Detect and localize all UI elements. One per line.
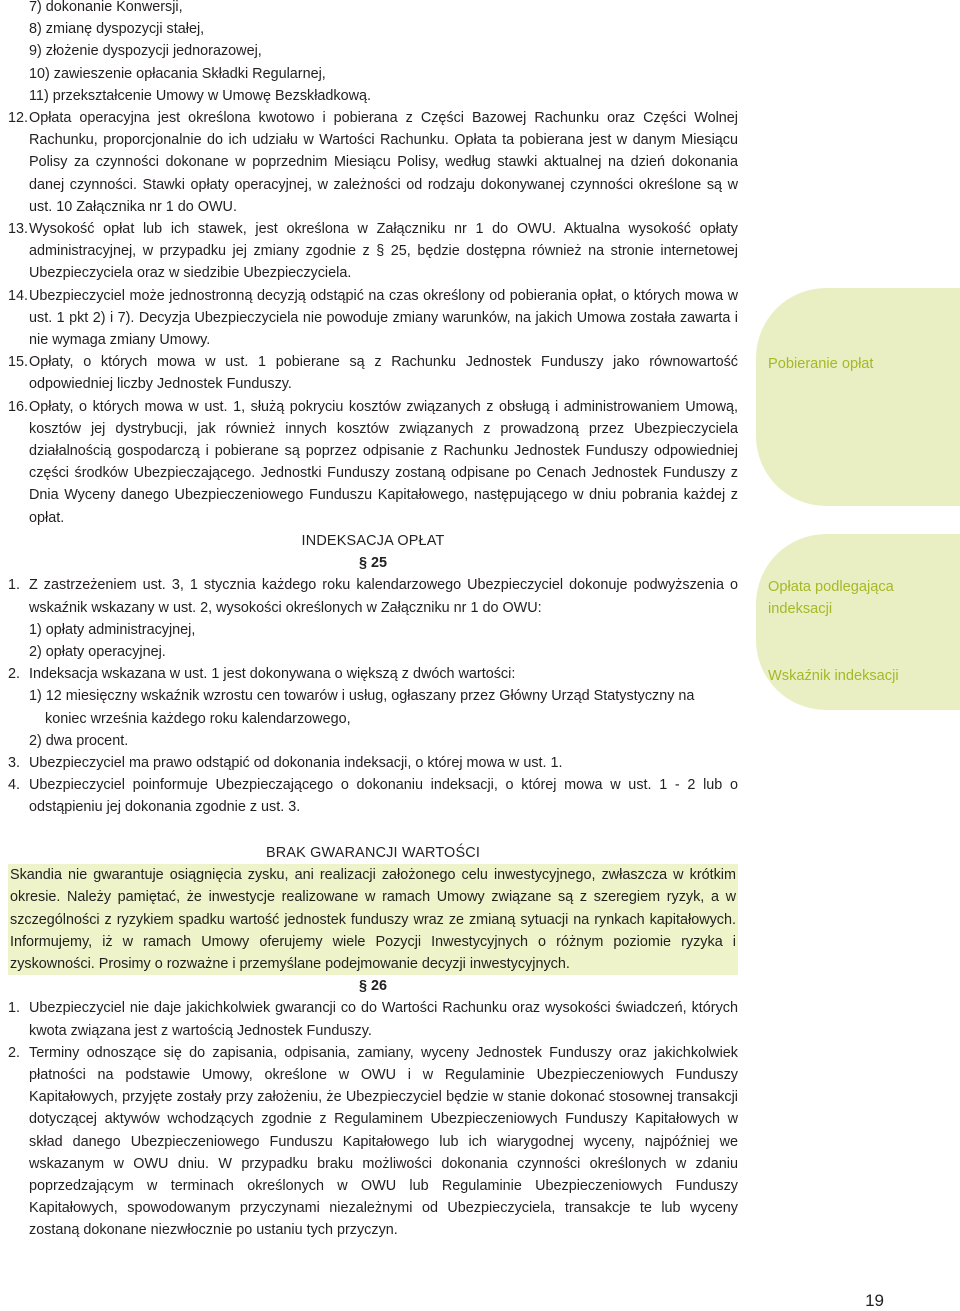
sidebar-highlight-1 (756, 288, 960, 506)
sidebar-label-indexed-fee: Opłata podlegająca indeksacji (768, 579, 894, 617)
list-item: 10) zawieszenie opłacania Składki Regularnej, (29, 65, 326, 82)
numbered-item (8, 574, 738, 618)
numbered-item (8, 285, 738, 352)
section-26 (8, 842, 738, 1242)
list-item: 8) zmianę dyspozycji stałej, (29, 21, 205, 38)
list-item: 1) opłaty administracyjnej, (29, 621, 196, 638)
sidebar-label-fee-collection: Pobieranie opłat (768, 356, 874, 372)
item-number: 13. (8, 221, 29, 238)
list-item: 11) przekształcenie Umowy w Umowę Bezskładkową. (29, 87, 372, 104)
item-number: 1. (8, 577, 21, 594)
item-text: Opłaty, o których mowa w ust. 1, służą pokryciu kosztów związanych z obsługą i administrowaniem Umową, kosztów jej dystrybucji, jak również innych kosztów związanych z prowadzoną przez Ubezpieczyciela działalnością gospodarczą i pobierane są poprzez odpisanie z Rachunku Jednostek Funduszy odpowiedniej części środków Ubezpieczającego. Jednostki Funduszy zostaną odpisane po Cenach Jednostek Funduszy z Dnia Wyceny danego Ubezpieczeniowego Funduszu Kapitałowego, następującego w dniu pobrania każdej z opłat. (29, 398, 738, 526)
item-text: Ubezpieczyciel może jednostronną decyzją odstąpić na czas określony od pobierania opłat, o których mowa w ust. 1 pkt 2) i 7). Decyzja Ubezpieczyciela nie powoduje zmiany warunków, na jakich Umowa została zawarta i nie wymaga zmiany Umowy. (29, 287, 738, 349)
fees-section (8, 0, 738, 529)
numbered-item (8, 218, 738, 285)
list-item: 9) złożenie dyspozycji jednorazowej, (29, 43, 262, 60)
list-item: 2) dwa procent. (29, 732, 129, 749)
section-25 (8, 530, 738, 819)
item-text: Ubezpieczyciel poinformuje Ubezpieczającego o dokonaniu indeksacji, o której mowa w ust. 1 - 2 lub o odstąpieniu jej dokonania zgodnie z ust. 3. (29, 777, 738, 816)
item-number: 16. (8, 398, 29, 415)
numbered-item (8, 774, 738, 818)
section-heading: INDEKSACJA OPŁAT (301, 533, 445, 549)
item-text: Terminy odnoszące się do zapisania, odpisania, zamiany, wyceny Jednostek Funduszy oraz jakichkolwiek płatności na podstawie Umowy, określone w OWU i w Regulaminie Ubezpieczeniowych Funduszy Kapitałowych, przyjęte zostały przy założeniu, że Ubezpieczyciel będzie w stanie dokonać stosownej transakcji dotyczącej aktywów wchodzących zgodnie z Regulaminem Ubezpieczeniowych Funduszy Kapitałowych w skład danego Ubezpieczeniowego Funduszu Kapitałowego lub ich wiarygodnej wyceny, najpóźniej we wskazanym w OWU dniu. W przypadku braku możliwości dokonania czynności określonych w zdaniu poprzedzającym w terminach określonych w OWU lub Regulaminie Ubezpieczeniowych Funduszy Kapitałowych, spowodowanym przyczynami niezależnymi od Ubezpieczyciela, transakcje te lub wyceny zostaną dokonane niezwłocznie po ustaniu tych przyczyn. (29, 1044, 738, 1239)
item-text: Z zastrzeżeniem ust. 3, 1 stycznia każdego roku kalendarzowego Ubezpieczyciel dokonuje podwyższenia o wskaźnik wskazany w ust. 2, wysokości określonych w Załączniku nr 1 do OWU: (29, 577, 738, 616)
numbered-item (8, 663, 738, 685)
item-number: 12. (8, 110, 29, 127)
page-number: 19 (865, 1291, 884, 1310)
item-number: 15. (8, 354, 29, 371)
numbered-item (8, 1042, 738, 1242)
list-item: 7) dokonanie Konwersji, (29, 0, 183, 15)
item-number: 3. (8, 755, 21, 772)
list-item: 2) opłaty operacyjnej. (29, 644, 166, 661)
notice-box: Skandia nie gwarantuje osiągnięcia zysku, ani realizacji założonego celu inwestycyjnego, zwłaszcza w krótkim okresie. Należy pamiętać, że inwestycje realizowane w ramach Umowy związane są z szeregiem ryzyk, a w szczególności z ryzykiem spadku wartość jednostek funduszy wraz ze zmianą sytuacji na rynkach kapitałowych. Informujemy, iż w ramach Umowy oferujemy wiele Pozycji Inwestycyjnych o różnym poziomie ryzyka i zyskowności. Prosimy o rozważne i przemyślane podejmowanie decyzji inwestycyjnych. (8, 864, 738, 975)
item-number: 14. (8, 287, 29, 304)
item-text: Ubezpieczyciel ma prawo odstąpić od dokonania indeksacji, o której mowa w ust. 1. (29, 755, 563, 772)
item-text: Opłata operacyjna jest określona kwotowo i pobierana z Części Bazowej Rachunku oraz Części Wolnej Rachunku, proporcjonalnie do ich udziału w Wartości Rachunku. Opłata ta pobierana jest w danym Miesiącu Polisy za czynności dokonane w poprzednim Miesiącu Polisy, według stawki aktualnej na dzień dokonania danej czynności. Stawki opłaty operacyjnej, w zależności od rodzaju dokonywanej czynności określone są w ust. 10 Załącznika nr 1 do OWU. (29, 110, 738, 215)
numbered-item (8, 107, 738, 218)
item-number: 1. (8, 1000, 21, 1017)
item-text: Wysokość opłat lub ich stawek, jest określona w Załączniku nr 1 do OWU. Aktualna wysokość opłaty administracyjnej, w przypadku jej zmiany zgodnie z § 25, będzie dostępna również na stronie internetowej Ubezpieczyciela oraz w siedzibie Ubezpieczyciela. (29, 221, 738, 282)
list-item-continuation: koniec września każdego roku kalendarzowego, (45, 710, 351, 727)
item-number: 2. (8, 1044, 21, 1061)
item-text: Indeksacja wskazana w ust. 1 jest dokonywana o większą z dwóch wartości: (29, 666, 516, 683)
numbered-item (8, 997, 738, 1041)
item-text: Opłaty, o których mowa w ust. 1 pobierane są z Rachunku Jednostek Funduszy jako równowartość odpowiedniej liczby Jednostek Funduszy. (29, 354, 738, 393)
paragraph-number: § 26 (358, 978, 387, 995)
list-item: 1) 12 miesięczny wskaźnik wzrostu cen towarów i usług, ogłaszany przez Główny Urząd Statystyczny na (29, 688, 695, 705)
numbered-item (8, 396, 738, 529)
numbered-item (8, 752, 738, 774)
section-heading: BRAK GWARANCJI WARTOŚCI (265, 845, 481, 861)
paragraph-number: § 25 (358, 555, 387, 572)
sidebar-label-index-rate: Wskaźnik indeksacji (768, 668, 899, 684)
item-number: 2. (8, 666, 21, 683)
item-text: Ubezpieczyciel nie daje jakichkolwiek gwarancji co do Wartości Rachunku oraz wysokości świadczeń, których kwota związana jest z wartością Jednostek Funduszy. (29, 1000, 738, 1039)
item-number: 4. (8, 777, 21, 794)
numbered-item (8, 351, 738, 395)
